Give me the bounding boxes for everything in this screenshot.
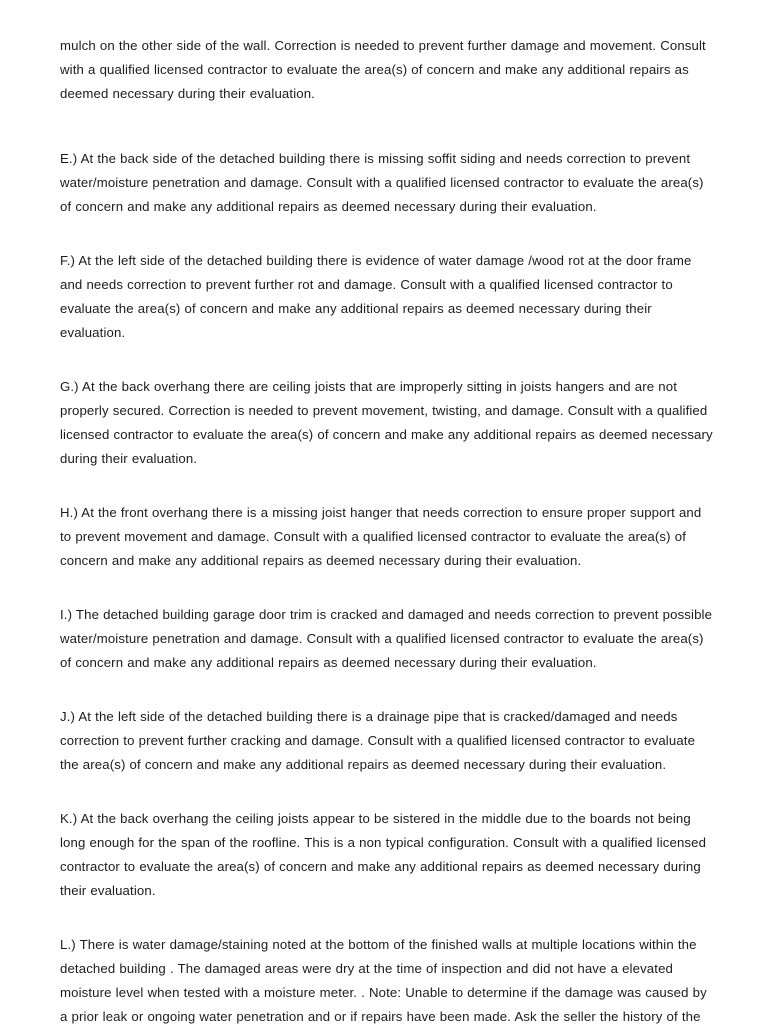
paragraph-item-l: L.) There is water damage/staining noted at the bottom of the finished walls at multiple locations within the detached building . The damaged areas were dry at the time of inspection and did not have a elevated moisture level when tested with a moisture meter. . Note: Unable to determine if the damage was caused by a prior leak or ongoing water penetration and or if repairs have been made. Ask the seller the history of the (60, 937, 707, 1024)
paragraph-item-k: K.) At the back overhang the ceiling joists appear to be sistered in the middle due to the boards not being long enough for the span of the roofline. This is a non typical configuration. Consult with a qualified licensed contractor to evaluate the area(s) of concern and make any additional repairs as deemed necessary during their evaluation. (60, 811, 707, 898)
paragraph-item-i: I.) The detached building garage door trim is cracked and damaged and needs correction to prevent possible water/moisture penetration and damage. Consult with a qualified licensed contractor to evaluate the area(s) of concern and make any additional repairs as deemed necessary during their evaluation. (60, 607, 713, 670)
paragraph-continued-container (60, 40, 713, 116)
paragraph-item-f: F.) At the left side of the detached building there is evidence of water damage /wood rot at the door frame and needs correction to prevent further rot and damage. Consult with a qualified licensed contractor to evaluate the area(s) of concern and make any additional repairs as deemed necessary during their evaluation. (60, 253, 692, 340)
paragraph-continued: mulch on the other side of the wall. Correction is needed to prevent further damage and movement. Consult with a qualified licensed contractor to evaluate the area(s) of concern and make any additional repairs as deemed necessary during their evaluation. (60, 40, 706, 101)
paragraph-item-h: H.) At the front overhang there is a missing joist hanger that needs correction to ensure proper support and to prevent movement and damage. Consult with a qualified licensed contractor to evaluate the area(s) of concern and make any additional repairs as deemed necessary during their evaluation. (60, 505, 702, 568)
document-body (60, 40, 713, 1029)
paragraph-item-g: G.) At the back overhang there are ceiling joists that are improperly sitting in joists hangers and are not properly secured. Correction is needed to prevent movement, twisting, and damage. Consult with a qualified licensed contractor to evaluate the area(s) of concern and make any additional repairs as deemed necessary during their evaluation. (60, 379, 713, 466)
paragraph-item-j: J.) At the left side of the detached building there is a drainage pipe that is cracked/damaged and needs correction to prevent further cracking and damage. Consult with a qualified licensed contractor to evaluate the area(s) of concern and make any additional repairs as deemed necessary during their evaluation. (60, 709, 696, 772)
paragraph-item-e: E.) At the back side of the detached building there is missing soffit siding and needs correction to prevent water/moisture penetration and damage. Consult with a qualified licensed contractor to evaluate the area(s) of concern and make any additional repairs as deemed necessary during their evaluation. (60, 151, 704, 214)
